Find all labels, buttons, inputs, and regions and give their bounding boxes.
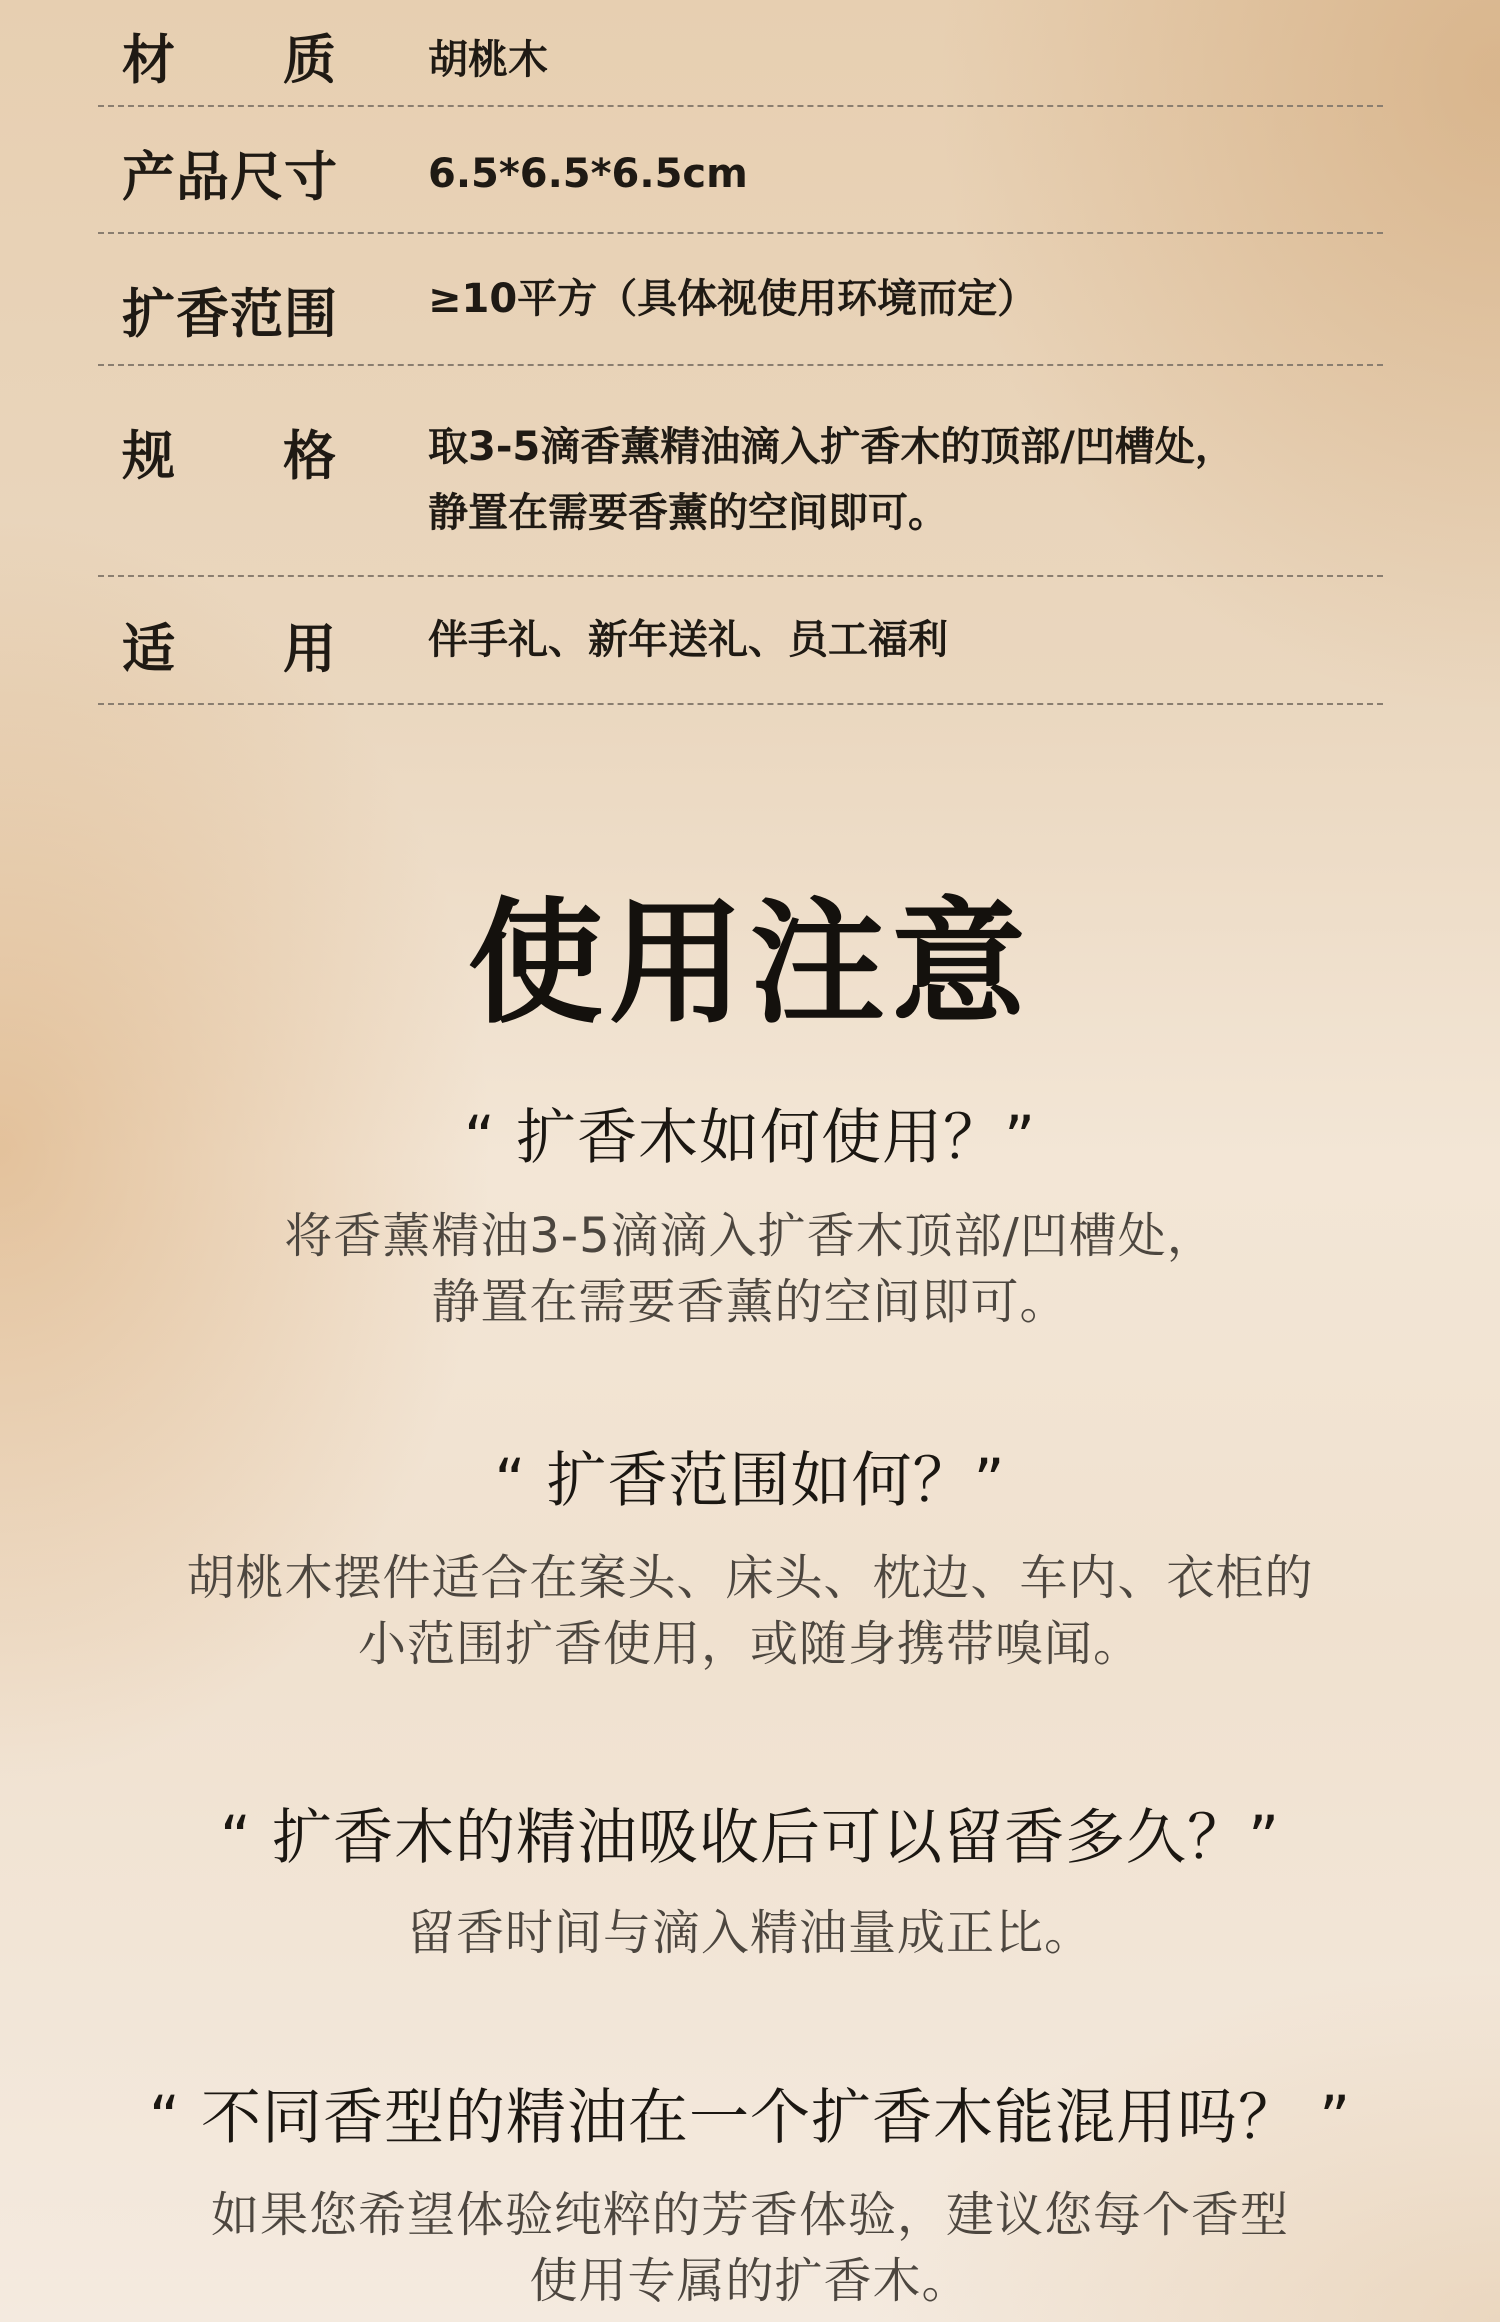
spec-label: 产品尺寸 — [122, 146, 338, 208]
spec-label: 适用 — [122, 618, 337, 680]
faq-answer-line: 如果您希望体验纯粹的芳香体验，建议您每个香型 — [210, 2187, 1289, 2243]
faq-question: “ 扩香范围如何？” — [494, 1446, 1006, 1516]
spec-value-line: 取3-5滴香薰精油滴入扩香木的顶部/凹槽处， — [428, 424, 1235, 470]
section-title: 使用注意 — [468, 883, 1032, 1042]
spec-value: 胡桃木 — [428, 37, 548, 83]
spec-row-material — [98, 0, 1383, 107]
faq-answer-line: 留香时间与滴入精油量成正比。 — [406, 1905, 1093, 1961]
spec-value: 伴手礼、新年送礼、员工福利 — [428, 617, 948, 663]
spec-label: 规格 — [122, 425, 337, 487]
spec-value-line: 静置在需要香薰的空间即可。 — [428, 490, 948, 536]
spec-label: 扩香范围 — [122, 283, 338, 345]
faq-answer-line: 使用专属的扩香木。 — [529, 2253, 971, 2309]
faq-answer-line: 胡桃木摆件适合在案头、床头、枕边、车内、衣柜的 — [186, 1550, 1314, 1606]
spec-value — [428, 414, 1235, 546]
faq-answer — [40, 1545, 1460, 1677]
spec-row-spec — [98, 366, 1383, 577]
faq-answer-line: 小范围扩香使用，或随身携带嗅闻。 — [357, 1616, 1142, 1672]
faq-question: “ 不同香型的精油在一个扩香木能混用吗？ ” — [148, 2083, 1352, 2153]
faq-answer — [40, 1203, 1460, 1335]
faq-question: “ 扩香木的精油吸收后可以留香多久？” — [219, 1803, 1281, 1873]
spec-value: 6.5*6.5*6.5cm — [428, 151, 748, 197]
faq-question: “ 扩香木如何使用？” — [463, 1103, 1037, 1173]
faq-answer — [40, 1900, 1460, 1966]
spec-table — [98, 0, 1383, 705]
spec-row-range — [98, 234, 1383, 366]
faq-answer-line: 将香薰精油3-5滴滴入扩香木顶部/凹槽处， — [284, 1208, 1216, 1264]
faq-answer — [40, 2182, 1460, 2314]
faq-answer-line: 静置在需要香薰的空间即可。 — [431, 1274, 1069, 1330]
spec-label: 材质 — [122, 29, 337, 91]
spec-value: ≥10平方（具体视使用环境而定） — [428, 276, 1038, 322]
spec-row-size — [98, 107, 1383, 234]
spec-row-usage — [98, 577, 1383, 705]
